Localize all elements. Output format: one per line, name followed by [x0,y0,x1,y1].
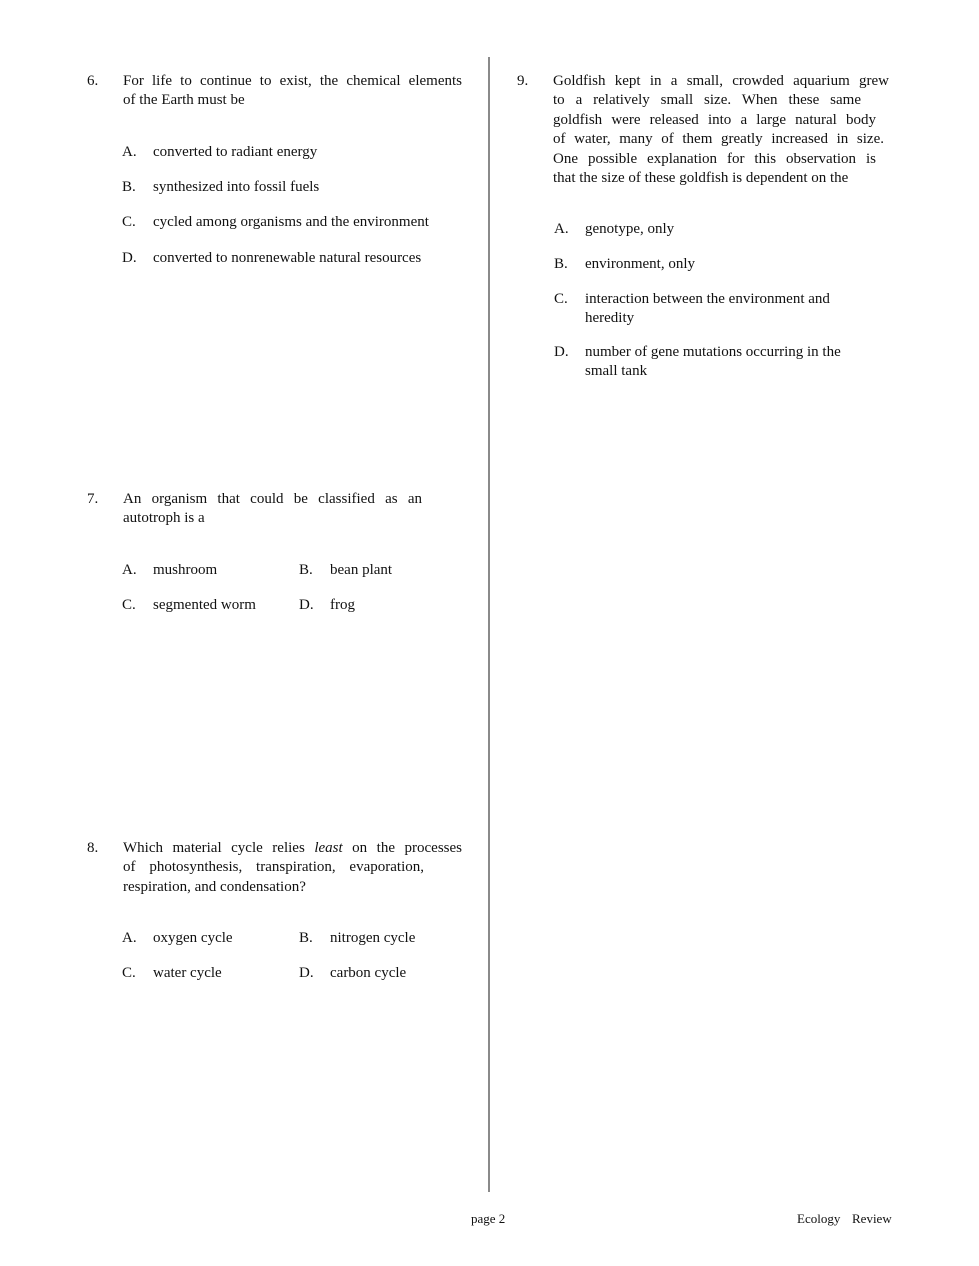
column-divider [488,57,490,1192]
option-text: water cycle [153,965,222,981]
option-letter: D. [554,344,569,360]
option-text: mushroom [153,562,218,578]
question-line: One possible explanation for this observation is [553,150,876,167]
question-line: autotroph is a [123,510,205,527]
option-text: converted to nonrenewable natural resources [153,250,422,266]
question-number: 6. [87,73,99,89]
footer-doc-title: Review [852,1211,892,1226]
option-letter: D. [299,965,314,981]
question-text [123,839,462,897]
option-letter: B. [122,179,136,195]
option-text: cycled among organisms and the environment [153,214,429,230]
footer-subject: Ecology [797,1211,841,1226]
option-letter: C. [122,965,136,981]
option-letter: C. [122,597,136,613]
question-text-part: on the processes [342,840,463,856]
option-letter: A. [122,930,137,946]
option-text: frog [330,597,355,613]
question-line: goldfish were released into a large natural body [553,111,876,128]
question-line [123,839,462,858]
question-number: 9. [517,73,529,89]
option-letter: A. [554,221,569,237]
question-line: of the Earth must be [123,92,245,109]
option-letter: A. [122,144,137,160]
option-letter: A. [122,562,137,578]
option-letter: D. [299,597,314,613]
question-line: of photosynthesis, transpiration, evaporation, [123,859,424,876]
option-letter: D. [122,250,137,266]
option-text: environment, only [585,256,695,272]
question-line: that the size of these goldfish is dependent on the [553,170,849,187]
option-letter: B. [554,256,568,272]
option-text: oxygen cycle [153,930,233,946]
option-text: genotype, only [585,221,675,237]
option-text: converted to radiant energy [153,144,318,160]
option-text: synthesized into fossil fuels [153,179,320,195]
question-line: An organism that could be classified as an [123,491,422,507]
question-text-part: Which material cycle relies [123,840,315,856]
question-line: to a relatively small size. When these same [553,92,861,109]
question-line: of water, many of them greatly increased in size. [553,131,884,148]
option-letter: C. [122,214,136,230]
option-text: number of gene mutations occurring in the small tank [585,344,841,380]
option-text: nitrogen cycle [330,930,416,946]
question-line: For life to continue to exist, the chemical elements [123,73,462,89]
option-text: carbon cycle [330,965,407,981]
option-letter: B. [299,930,313,946]
question-number: 8. [87,840,99,856]
option-text: bean plant [330,562,393,578]
question-line: Goldfish kept in a small, crowded aquarium grew [553,73,889,89]
question-text [123,490,422,529]
question-line: respiration, and condensation? [123,878,306,895]
question-text [123,72,462,111]
option-text: segmented worm [153,597,256,613]
emphasis-word: least [314,840,343,856]
option-letter: C. [554,291,568,307]
question-text [553,72,889,188]
option-text: interaction between the environment and heredity [585,291,830,327]
question-number: 7. [87,491,99,507]
option-letter: B. [299,562,313,578]
page-number: page 2 [471,1211,506,1226]
